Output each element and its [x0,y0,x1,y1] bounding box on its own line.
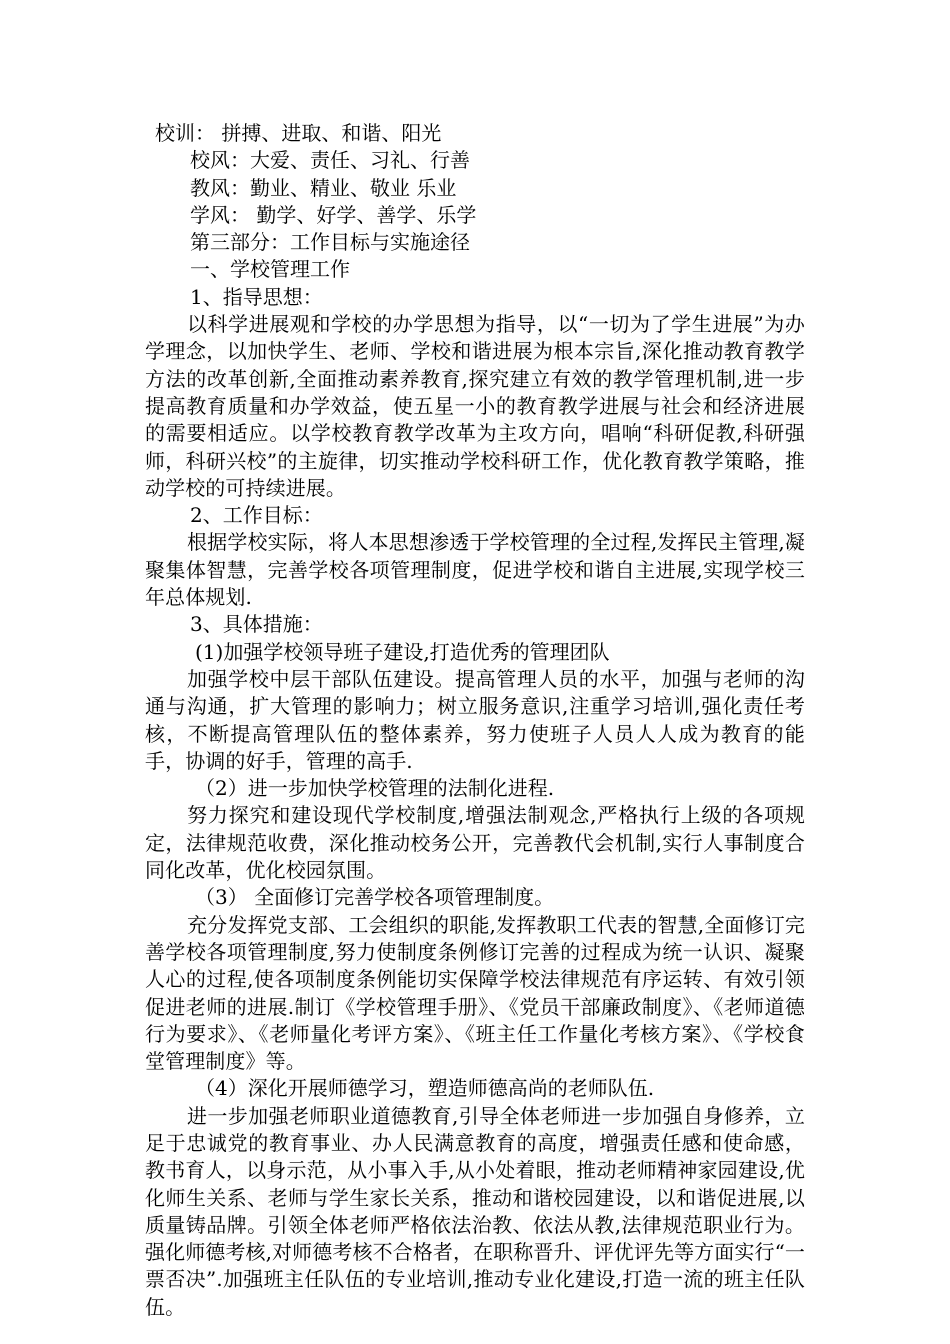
guiding-heading: 1、指导思想： [190,284,323,309]
part3-title: 第三部分：工作目标与实施途径 [190,230,470,255]
teaching-style: 教风：勤业、精业、敬业 乐业 [190,175,457,200]
study-style: 学风： 勤学、好学、善学、乐学 [190,202,477,227]
measure-3-title: （3） 全面修订完善学校各项管理制度。 [195,885,555,910]
measure-4-paragraph: 进一步加强老师职业道德教育,引导全体老师进一步加强自身修养，立足于忠诚党的教育事业、办人民满意教育的高度，增强责任感和使命感，教书育人，以身示范，从小事入手,从小处着眼，推动老师精神家园建设,优化师生关系、老师与学生家长关系，推动和谐校园建设，以和谐促进展,以质量铸品牌。引领全体老师严格依法治教、依法从教,法律规范职业行为。强化师德考核,对师德考核不合格者，在职称晋升、评优评先等方面实行“一票否决”.加强班主任队伍的专业培训,推动专业化建设,打造一流的班主任队伍。 [145,1103,805,1319]
goals-paragraph: 根据学校实际，将人本思想渗透于学校管理的全过程,发挥民主管理,凝聚集体智慧，完善学校各项管理制度，促进学校和谐自主进展,实现学校三年总体规划. [145,530,805,610]
section1-title: 一、学校管理工作 [190,257,350,282]
measures-heading: 3、具体措施： [190,612,323,637]
measure-1-title: (1)加强学校领导班子建设,打造优秀的管理团队 [195,639,610,664]
goals-heading: 2、工作目标： [190,503,323,528]
school-motto: 校训： 拼搏、进取、和谐、阳光 [155,121,442,145]
school-style: 校风：大爱、责任、习礼、行善 [190,148,470,173]
document-body [145,120,805,1321]
measure-3-paragraph: 充分发挥党支部、工会组织的职能,发挥教职工代表的智慧,全面修订完善学校各项管理制度,努力使制度条例修订完善的过程成为统一认识、凝聚人心的过程,使各项制度条例能切实保障学校法律规范有序运转、有效引领促进老师的进展.制订《学校管理手册》、《党员干部廉政制度》、《老师道德行为要求》、《老师量化考评方案》、《班主任工作量化考核方案》、《学校食堂管理制度》等。 [145,912,805,1074]
measure-1-paragraph: 加强学校中层干部队伍建设。提高管理人员的水平，加强与老师的沟通与沟通，扩大管理的影响力；树立服务意识,注重学习培训,强化责任考核，不断提高管理队伍的整体素养，努力使班子人员人人成为教育的能手，协调的好手，管理的高手. [145,666,805,773]
measure-2-title: （2）进一步加快学校管理的法制化进程. [195,776,555,801]
measure-4-title: （4）深化开展师德学习，塑造师德高尚的老师队伍. [195,1076,655,1101]
guiding-paragraph: 以科学进展观和学校的办学思想为指导，以“一切为了学生进展”为办学理念，以加快学生、老师、学校和谐进展为根本宗旨,深化推动教育教学方法的改革创新,全面推动素养教育,探究建立有效的教学管理机制,进一步提高教育质量和办学效益，使五星一小的教育教学进展与社会和经济进展的需要相适应。以学校教育教学改革为主攻方向，唱响“科研促教,科研强师，科研兴校”的主旋律，切实推动学校科研工作，优化教育教学策略，推动学校的可持续进展。 [145,312,805,500]
measure-2-paragraph: 努力探究和建设现代学校制度,增强法制观念,严格执行上级的各项规定，法律规范收费，深化推动校务公开，完善教代会机制,实行人事制度合同化改革，优化校园氛围。 [145,803,805,883]
